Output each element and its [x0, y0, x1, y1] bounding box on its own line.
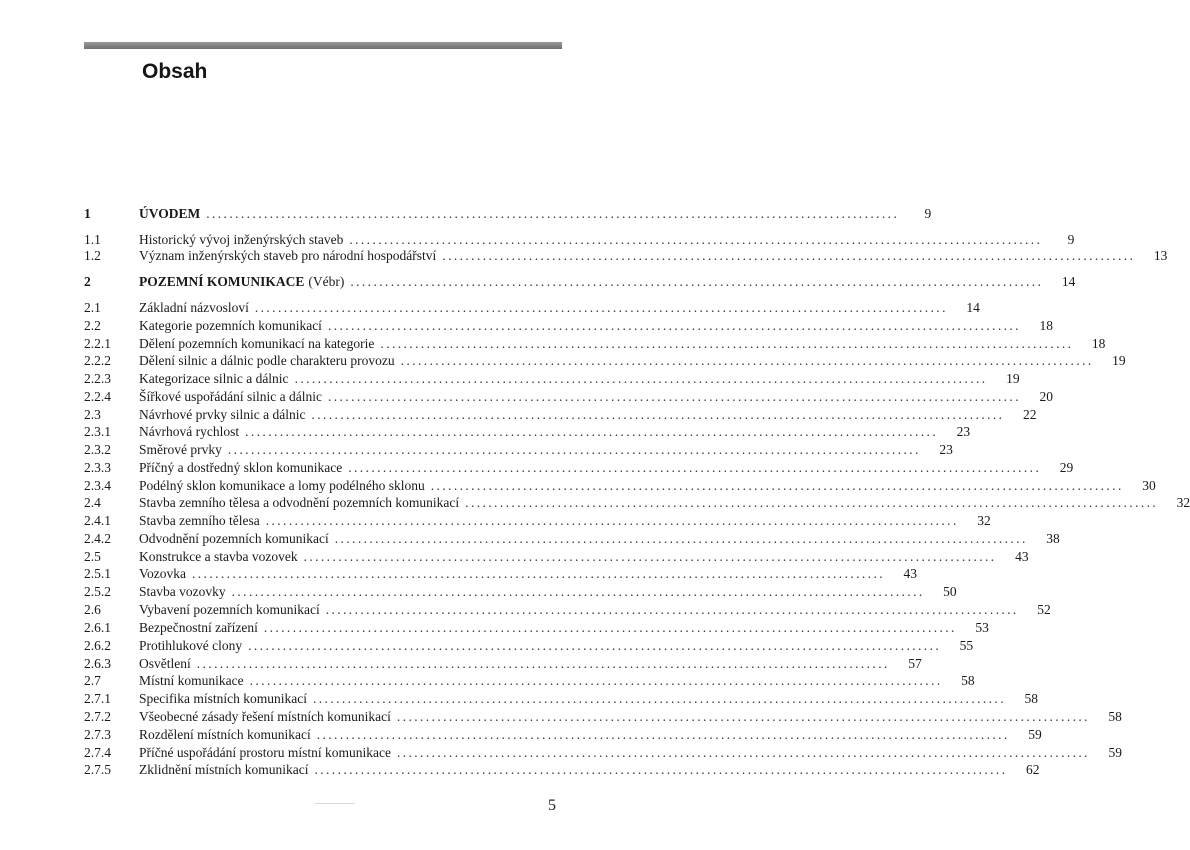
- toc-page-number: 52: [1037, 602, 1051, 617]
- toc-title: Příčný a dostředný sklon komunikace: [139, 460, 343, 475]
- toc-title: Příčné uspořádání prostoru místní komunikace: [139, 745, 391, 760]
- toc-page-number: 59: [1108, 745, 1122, 760]
- toc-title-wrap: [139, 583, 226, 600]
- toc-page-number: 14: [966, 300, 980, 315]
- toc-row[interactable]: [84, 317, 1053, 334]
- toc-title: Osvětlení: [139, 656, 191, 671]
- toc-leader-dots: ........................................................................................................................: [325, 602, 1019, 617]
- toc-leader-dots: ........................................................................................................................: [206, 206, 900, 221]
- toc-title-wrap: [139, 317, 322, 334]
- toc-title: Kategorizace silnic a dálnic: [139, 371, 289, 386]
- toc-row[interactable]: [84, 761, 1040, 778]
- toc-number: 2.7: [84, 673, 101, 688]
- toc-page-number: 29: [1059, 460, 1074, 475]
- toc-row[interactable]: [84, 583, 957, 600]
- toc-title-wrap: [139, 247, 436, 264]
- toc-leader-dots: ........................................................................................................................: [263, 620, 957, 635]
- toc-leader-dots: ........................................................................................................................: [312, 691, 1006, 706]
- toc-page-number: 38: [1046, 531, 1060, 546]
- toc-number: 2.4.2: [84, 531, 111, 546]
- toc-number: 2.4: [84, 495, 101, 510]
- toc-number: 2.3.4: [84, 478, 111, 493]
- toc-title-wrap: [139, 512, 260, 529]
- toc-number: 1.1: [84, 232, 101, 247]
- toc-number: 2.5.1: [84, 566, 111, 581]
- toc-row[interactable]: [84, 423, 971, 440]
- toc-page-number: 20: [1039, 389, 1053, 404]
- toc-title-wrap: [139, 548, 298, 565]
- toc-page-number: 58: [961, 673, 975, 688]
- toc-number: 2.5.2: [84, 584, 111, 599]
- toc-page-number: 59: [1028, 727, 1042, 742]
- toc-row[interactable]: [84, 672, 975, 689]
- toc-title: Podélný sklon komunikace a lomy podélného sklonu: [139, 478, 425, 493]
- toc-row[interactable]: [84, 601, 1051, 618]
- toc-page-number: 55: [959, 638, 974, 653]
- toc-title: POZEMNÍ KOMUNIKACE: [139, 274, 305, 289]
- toc-title: Specifika místních komunikací: [139, 691, 307, 706]
- toc-title-wrap: [139, 335, 374, 352]
- toc-title: Kategorie pozemních komunikací: [139, 318, 322, 333]
- toc-title-wrap: [139, 672, 244, 689]
- toc-page-number: 30: [1142, 478, 1156, 493]
- toc-title: Historický vývoj inženýrských staveb: [139, 232, 344, 247]
- toc-title-wrap: [139, 406, 305, 423]
- toc-title: Směrové prvky: [139, 442, 222, 457]
- toc-leader-dots: ........................................................................................................................: [396, 745, 1090, 760]
- toc-title: Rozdělení místních komunikací: [139, 727, 311, 742]
- toc-page-number: 43: [1015, 549, 1029, 564]
- toc-number: 2.5: [84, 549, 101, 564]
- toc-leader-dots: ........................................................................................................................: [249, 673, 943, 688]
- toc-title-wrap: [139, 708, 391, 725]
- toc-number: 2.7.3: [84, 727, 111, 742]
- toc-leader-dots: ........................................................................................................................: [400, 353, 1094, 368]
- toc-number: 2.4.1: [84, 513, 111, 528]
- toc-title: Stavba zemního tělesa a odvodnění pozemních komunikací: [139, 495, 460, 510]
- toc-title-wrap: [139, 441, 222, 458]
- toc-row[interactable]: [84, 637, 974, 654]
- toc-leader-dots: ........................................................................................................................: [254, 300, 948, 315]
- toc-number: 2.7.2: [84, 709, 111, 724]
- toc-leader-dots: ........................................................................................................................: [465, 495, 1159, 510]
- toc-page-number: 23: [939, 442, 953, 457]
- toc-title-wrap: [139, 459, 342, 476]
- header-rule: [84, 42, 562, 49]
- toc-row[interactable]: [84, 494, 1190, 511]
- toc-title-wrap: [139, 205, 200, 222]
- toc-page-number: 58: [1108, 709, 1122, 724]
- toc-row[interactable]: [84, 477, 1156, 494]
- toc-leader-dots: ........................................................................................................................: [314, 762, 1008, 777]
- toc-number: 2.3.3: [84, 460, 111, 475]
- toc-row[interactable]: [84, 247, 1168, 264]
- toc-row[interactable]: [84, 565, 917, 582]
- toc-title-wrap: [139, 388, 322, 405]
- toc-title: Význam inženýrských staveb pro národní hospodářství: [139, 248, 437, 263]
- toc-number: 2.6.2: [84, 638, 111, 653]
- toc-title-wrap: [139, 370, 289, 387]
- toc-title-wrap: [139, 726, 311, 743]
- toc-leader-dots: ........................................................................................................................: [265, 513, 959, 528]
- toc-page-number: 32: [1176, 495, 1190, 510]
- toc-title: Konstrukce a stavba vozovek: [139, 549, 298, 564]
- toc-title-wrap: [139, 231, 343, 248]
- toc-row[interactable]: [84, 548, 1029, 565]
- toc-row[interactable]: [84, 441, 953, 458]
- toc-number: 2.2: [84, 318, 101, 333]
- toc-leader-dots: ........................................................................................................................: [303, 549, 997, 564]
- page-title: Obsah: [142, 60, 208, 83]
- toc-number: 2.3.2: [84, 442, 111, 457]
- toc-page-number: 58: [1024, 691, 1038, 706]
- toc-page-number: 43: [903, 566, 917, 581]
- toc-leader-dots: ........................................................................................................................: [196, 656, 890, 671]
- toc-leader-dots: ........................................................................................................................: [442, 248, 1136, 263]
- toc-title: Vozovka: [139, 566, 186, 581]
- toc-leader-dots: ........................................................................................................................: [349, 232, 1043, 247]
- toc-leader-dots: ........................................................................................................................: [334, 531, 1028, 546]
- toc-number: 2.6.3: [84, 656, 111, 671]
- toc-row[interactable]: [84, 655, 922, 672]
- toc-leader-dots: ........................................................................................................................: [430, 478, 1124, 493]
- toc-leader-dots: ........................................................................................................................: [396, 709, 1090, 724]
- toc-leader-dots: ........................................................................................................................: [327, 318, 1021, 333]
- toc-row[interactable]: [84, 744, 1122, 761]
- toc-number: 2.1: [84, 300, 101, 315]
- toc-title-wrap: [139, 273, 344, 290]
- toc-page-number: 62: [1025, 762, 1040, 777]
- toc-number: 2.2.4: [84, 389, 111, 404]
- toc-row[interactable]: [84, 726, 1042, 743]
- toc-title: Šířkové uspořádání silnic a dálnic: [139, 389, 322, 404]
- toc-title-wrap: [139, 655, 191, 672]
- toc-page-number: 53: [975, 620, 989, 635]
- toc-row[interactable]: [84, 335, 1106, 352]
- toc-title: Vybavení pozemních komunikací: [139, 602, 320, 617]
- toc-row[interactable]: [84, 388, 1053, 405]
- toc-title: Návrhová rychlost: [139, 424, 240, 439]
- toc-row[interactable]: [84, 231, 1075, 248]
- toc-number: 2.6: [84, 602, 101, 617]
- toc-title-wrap: [139, 637, 242, 654]
- toc-title: Bezpečnostní zařízení: [139, 620, 258, 635]
- toc-page-number: 57: [908, 656, 922, 671]
- toc-row[interactable]: [84, 406, 1037, 423]
- toc-title-wrap: [139, 530, 329, 547]
- toc-number: 2.6.1: [84, 620, 111, 635]
- toc-title: Zklidnění místních komunikací: [139, 762, 309, 777]
- toc-title-wrap: [139, 477, 425, 494]
- toc-title: Dělení silnic a dálnic podle charakteru provozu: [139, 353, 395, 368]
- toc-title: ÚVODEM: [139, 206, 201, 221]
- toc-leader-dots: ........................................................................................................................: [327, 389, 1021, 404]
- toc-row[interactable]: [84, 299, 980, 316]
- toc-title-wrap: [139, 619, 258, 636]
- footer-mark: [315, 803, 355, 804]
- toc-page-number: 50: [943, 584, 957, 599]
- toc-title: Místní komunikace: [139, 673, 244, 688]
- toc-title-wrap: [139, 565, 186, 582]
- toc-leader-dots: ........................................................................................................................: [348, 460, 1042, 475]
- toc-page-number: 23: [956, 424, 971, 439]
- toc-page-number: 14: [1061, 274, 1076, 289]
- toc-row[interactable]: [84, 512, 991, 529]
- toc-leader-dots: ........................................................................................................................: [316, 727, 1010, 742]
- toc-row[interactable]: [84, 708, 1122, 725]
- page-number: 5: [548, 797, 556, 814]
- toc-title: Dělení pozemních komunikací na kategorie: [139, 336, 375, 351]
- toc-number: 2: [84, 274, 91, 289]
- toc-title-wrap: [139, 690, 307, 707]
- toc-leader-dots: ........................................................................................................................: [350, 274, 1044, 289]
- toc-row[interactable]: [84, 459, 1074, 476]
- toc-title: Odvodnění pozemních komunikací: [139, 531, 329, 546]
- toc-leader-dots: ........................................................................................................................: [380, 336, 1074, 351]
- toc-number: 2.3.1: [84, 424, 111, 439]
- toc-number: 2.2.3: [84, 371, 111, 386]
- toc-number: 2.2.2: [84, 353, 111, 368]
- toc-page-number: 32: [977, 513, 991, 528]
- toc-title-wrap: [139, 494, 459, 511]
- toc-number: 2.7.4: [84, 745, 111, 760]
- toc-title: Protihlukové clony: [139, 638, 243, 653]
- toc-title-wrap: [139, 352, 395, 369]
- toc-page-number: 13: [1153, 248, 1168, 263]
- toc-row[interactable]: [84, 352, 1126, 369]
- toc-title-wrap: [139, 761, 308, 778]
- toc-chapter-row[interactable]: [84, 205, 932, 222]
- toc-leader-dots: ........................................................................................................................: [227, 442, 921, 457]
- toc-number: 1.2: [84, 248, 101, 263]
- toc-leader-dots: ........................................................................................................................: [311, 407, 1005, 422]
- toc-page-number: 22: [1022, 407, 1037, 422]
- toc-leader-dots: ........................................................................................................................: [248, 638, 942, 653]
- toc-leader-dots: ........................................................................................................................: [245, 424, 939, 439]
- toc-row[interactable]: [84, 530, 1060, 547]
- toc-author: (Vébr): [308, 274, 345, 289]
- toc-row[interactable]: [84, 690, 1038, 707]
- toc-title: Návrhové prvky silnic a dálnic: [139, 407, 306, 422]
- toc-title: Stavba zemního tělesa: [139, 513, 260, 528]
- toc-number: 2.7.1: [84, 691, 111, 706]
- toc-page-number: 9: [1067, 232, 1075, 247]
- toc-leader-dots: ........................................................................................................................: [294, 371, 988, 386]
- toc-chapter-row[interactable]: [84, 273, 1076, 290]
- toc-page-number: 19: [1112, 353, 1126, 368]
- toc-number: 1: [84, 206, 91, 221]
- toc-page-number: 19: [1006, 371, 1020, 386]
- toc-title-wrap: [139, 423, 239, 440]
- toc-row[interactable]: [84, 370, 1020, 387]
- toc-row[interactable]: [84, 619, 989, 636]
- toc-leader-dots: ........................................................................................................................: [192, 566, 885, 581]
- toc-title-wrap: [139, 744, 391, 761]
- toc-page-number: 18: [1091, 336, 1106, 351]
- toc-title: Základní názvosloví: [139, 300, 249, 315]
- toc-number: 2.3: [84, 407, 101, 422]
- toc-title-wrap: [139, 299, 249, 316]
- toc-number: 2.7.5: [84, 762, 111, 777]
- toc-page-number: 18: [1039, 318, 1053, 333]
- toc-title: Všeobecné zásady řešení místních komunikací: [139, 709, 391, 724]
- toc-number: 2.2.1: [84, 336, 111, 351]
- toc-title: Stavba vozovky: [139, 584, 226, 599]
- toc-page-number: 9: [924, 206, 932, 221]
- toc-leader-dots: ........................................................................................................................: [231, 584, 925, 599]
- toc-title-wrap: [139, 601, 320, 618]
